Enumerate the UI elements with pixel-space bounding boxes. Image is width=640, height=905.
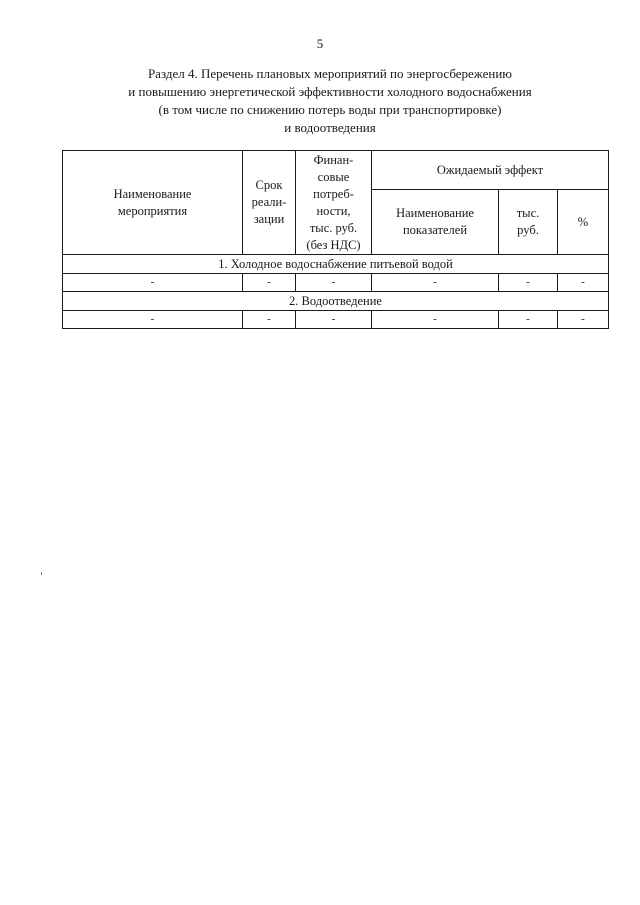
table-cell: - bbox=[372, 311, 499, 329]
table-cell: - bbox=[63, 274, 243, 292]
table-cell: - bbox=[243, 311, 296, 329]
table-cell: - bbox=[296, 311, 372, 329]
table-cell: - bbox=[243, 274, 296, 292]
header-activity-name: Наименование мероприятия bbox=[63, 151, 243, 255]
section-title-line-2: и повышению энергетической эффективности холодного водоснабжения bbox=[128, 84, 532, 99]
table-cell: - bbox=[558, 311, 609, 329]
page-number: 5 bbox=[316, 36, 324, 51]
table-row bbox=[63, 311, 609, 329]
header-financial-needs: Финан- совые потреб- ности, тыс. руб. (без НДС) bbox=[296, 151, 372, 255]
section-title bbox=[40, 65, 620, 137]
measures-table bbox=[62, 150, 609, 329]
table-cell: - bbox=[499, 274, 558, 292]
section-title-line-3: (в том числе по снижению потерь воды при транспортировке) bbox=[158, 102, 502, 117]
table-cell: - bbox=[296, 274, 372, 292]
section-row bbox=[63, 255, 609, 274]
table-cell: - bbox=[499, 311, 558, 329]
section-title-line-4: и водоотведения bbox=[284, 120, 376, 135]
header-expected-effect: Ожидаемый эффект bbox=[372, 151, 609, 190]
section-row bbox=[63, 292, 609, 311]
table-cell: - bbox=[63, 311, 243, 329]
section-title-line-1: Раздел 4. Перечень плановых мероприятий по энергосбережению bbox=[147, 66, 513, 81]
section-title-sewerage: 2. Водоотведение bbox=[63, 292, 609, 311]
header-indicator-name: Наименование показателей bbox=[372, 190, 499, 255]
header-implementation-term: Срок реали- зации bbox=[243, 151, 296, 255]
table-cell: - bbox=[372, 274, 499, 292]
section-title-cold-water: 1. Холодное водоснабжение питьевой водой bbox=[63, 255, 609, 274]
header-thousand-rub: тыс. руб. bbox=[499, 190, 558, 255]
table-cell: - bbox=[558, 274, 609, 292]
table-row bbox=[63, 274, 609, 292]
header-percent: % bbox=[558, 190, 609, 255]
scan-artifact bbox=[41, 572, 42, 575]
